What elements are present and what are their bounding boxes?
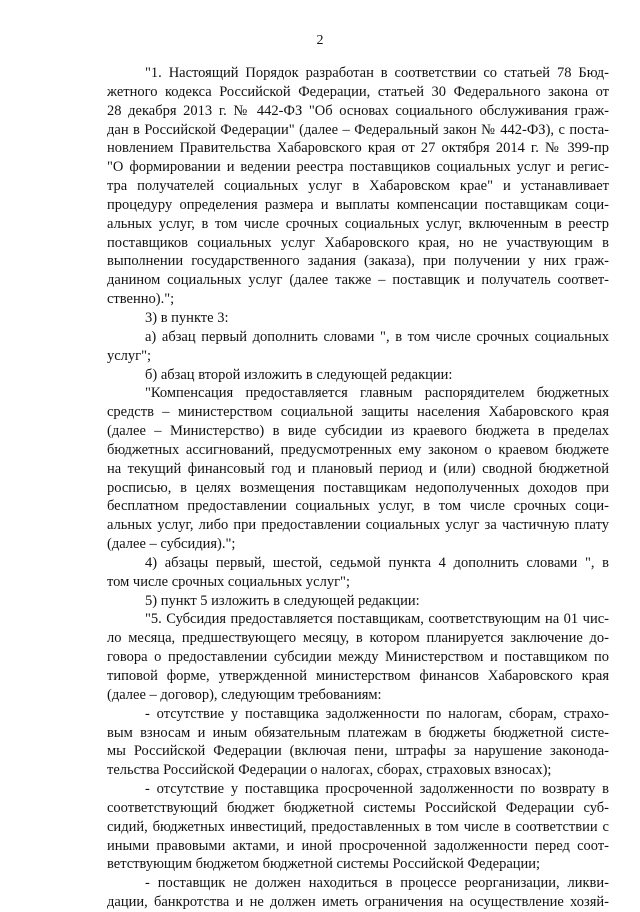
text-line: сидий, бюджетных инвестиций, предоставленных в том числе в соответствии с [107, 818, 609, 835]
text-line: услуг"; [107, 347, 152, 364]
text-line: альных услуг, либо при предоставлении социальных услуг за частичную плату [107, 517, 609, 534]
text-line: 3) в пункте 3: [145, 309, 229, 326]
text-line: типовой форме, утвержденной министерством финансов Хабаровского края [107, 668, 609, 684]
text-line: тельства Российской Федерации о налогах, сборах, страховых взносах); [107, 762, 552, 779]
text-line: на текущий финансовый год и плановый период и (или) сводной бюджетной [107, 460, 609, 477]
text-line: процедуру определения размера и выплаты компенсации поставщикам соци- [107, 196, 609, 213]
text-line: бюджетных ассигнований, предусмотренных ему законом о краевом бюджете [107, 441, 609, 458]
text-line: иными правовыми актами, и иной просроченной задолженности перед соот- [107, 837, 609, 854]
text-line: жетного кодекса Российской Федерации, статьей 30 Федерального закона от [107, 83, 609, 100]
text-line: ственно)."; [107, 291, 175, 308]
document-body [107, 64, 609, 912]
text-line: (далее – субсидия)."; [107, 536, 236, 553]
page-number: 2 [316, 33, 324, 48]
text-line: новлением Правительства Хабаровского края от 27 октября 2014 г. № 399-пр [107, 140, 609, 157]
text-line: - отсутствие у поставщика задолженности по налогам, сборам, страхо- [145, 705, 609, 722]
text-line: соответствующий бюджет бюджетной системы Российской Федерации суб- [107, 799, 609, 816]
text-line: вым взносам и иным обязательным платежам в бюджеты бюджетной систе- [107, 724, 609, 741]
text-line: 5) пункт 5 изложить в следующей редакции: [145, 592, 420, 609]
text-line: мы Российской Федерации (включая пени, штрафы за нарушение законода- [107, 743, 609, 760]
text-line: данином социальных услуг (далее также – поставщик и получатель соответ- [107, 272, 609, 289]
text-line: говора о предоставлении субсидии между Министерством и поставщиком по [107, 649, 609, 666]
text-line: ло месяца, предшествующего месяцу, в котором планируется заключение до- [107, 630, 609, 647]
text-line: тра получателей социальных услуг в Хабаровском крае" и устанавливает [107, 178, 609, 195]
text-line: бесплатном предоставлении социальных услуг, в том числе срочных соци- [107, 498, 609, 515]
text-line: поставщиков социальных услуг Хабаровского края, но не участвующим в [107, 234, 609, 251]
text-line: дации, банкротства и не должен иметь ограничения на осуществление хозяй- [107, 894, 609, 911]
text-line: средств – министерством социальной защиты населения Хабаровского края [107, 404, 609, 421]
text-line: "О формировании и ведении реестра поставщиков социальных услуг и регис- [107, 159, 609, 176]
text-line: росписью, в целях возмещения поставщикам недополученных доходов при [107, 479, 609, 496]
text-line: выполнении государственного задания (заказа), при получении у них граж- [107, 253, 609, 270]
text-line: 4) абзацы первый, шестой, седьмой пункта 4 дополнить словами ", в [145, 554, 609, 571]
text-line: б) абзац второй изложить в следующей редакции: [145, 366, 453, 383]
text-line: (далее – договор), следующим требованиям: [107, 686, 382, 703]
text-line: том числе срочных социальных услуг"; [107, 573, 350, 590]
text-line: ветствующим бюджетом бюджетной системы Российской Федерации; [107, 856, 541, 873]
text-line: - отсутствие у поставщика просроченной задолженности по возврату в [145, 781, 609, 798]
text-line: альных услуг, в том числе срочных социальных услуг, включенным в реестр [107, 215, 609, 232]
text-line: "1. Настоящий Порядок разработан в соответствии со статьей 78 Бюд- [145, 65, 609, 81]
text-line: (далее – Министерство) в виде субсидии из краевого бюджета в пределах [107, 423, 609, 440]
text-line: 28 декабря 2013 г. № 442-ФЗ "Об основах социального обслуживания граж- [107, 102, 609, 119]
text-line: "Компенсация предоставляется главным распорядителем бюджетных [145, 385, 609, 402]
text-line: "5. Субсидия предоставляется поставщикам, соответствующим на 01 чис- [145, 611, 609, 628]
text-line: а) абзац первый дополнить словами ", в том числе срочных социальных [145, 328, 609, 345]
text-line: дан в Российской Федерации" (далее – Федеральный закон № 442-ФЗ), с поста- [107, 121, 609, 138]
text-line: - поставщик не должен находиться в процессе реорганизации, ликви- [145, 875, 609, 892]
